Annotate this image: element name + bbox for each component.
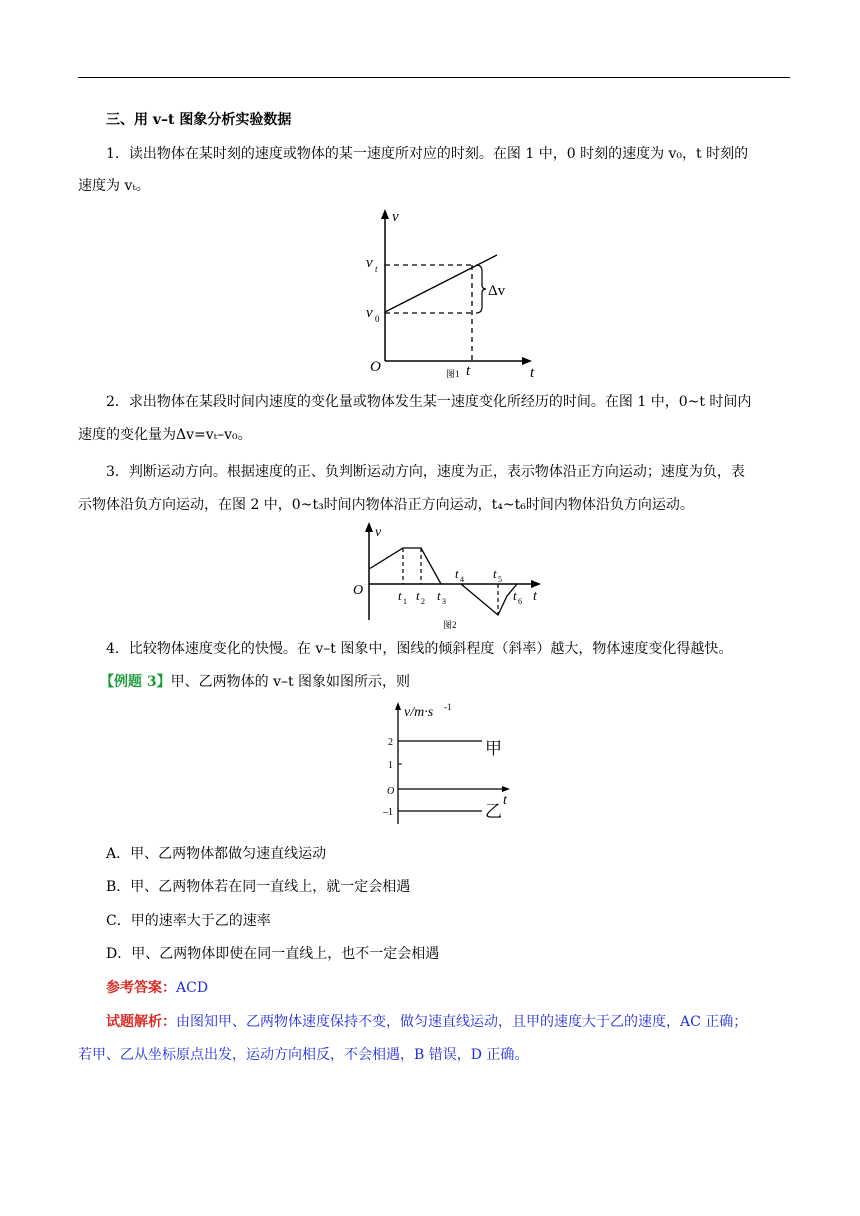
paragraph-3-line-1: 3．判断运动方向。根据速度的正、负判断运动方向，速度为正，表示物体沿正方向运动；速度为负，表: [106, 464, 745, 480]
fig2-label-t5-sub: 5: [498, 575, 502, 584]
example-text: 甲、乙两物体的 v–t 图象如图所示，则: [170, 674, 411, 690]
paragraph-4: 4．比较物体速度变化的快慢。在 v–t 图象中，图线的倾斜程度（斜率）越大，物体速度变化得越快。: [106, 641, 733, 657]
fig2-v-arrow: [365, 522, 373, 532]
answer-value: ACD: [176, 980, 209, 996]
option-c: C．甲的速率大于乙的速率: [106, 913, 271, 929]
option-d: D．甲、乙两物体即使在同一直线上，也不一定会相遇: [106, 946, 440, 962]
fig3-tick-label-2: 2: [388, 737, 393, 748]
paragraph-1-line-2: 速度为 vₜ。: [78, 178, 150, 194]
fig3-label-origin: O: [387, 786, 395, 797]
fig3-tick-label-m1: –1: [383, 807, 393, 818]
fig1-t-arrow: [522, 357, 532, 365]
fig1-label-v0-sub: 0: [375, 314, 380, 324]
fig2-label-t2-sub: 2: [421, 597, 425, 606]
fig1-label-t-tick: t: [466, 363, 471, 379]
paragraph-2-line-1: 2．求出物体在某段时间内速度的变化量或物体发生某一速度变化所经历的时间。在图 1 中，0~t 时间内: [106, 394, 752, 410]
fig2-label-t1-sub: 1: [403, 597, 407, 606]
header-rule: [78, 77, 790, 78]
analysis-line-2: 若甲、乙从坐标原点出发，运动方向相反，不会相遇，B 错误，D 正确。: [78, 1047, 529, 1063]
fig2-label-t4-sub: 4: [460, 575, 464, 584]
fig2-label-origin: O: [353, 583, 364, 598]
fig1-velocity-line: [385, 255, 497, 312]
analysis-line-1: [78, 1006, 790, 1038]
fig1-brace: [476, 265, 486, 313]
fig1-caption: 图1: [446, 369, 460, 379]
fig2-label-t6-sub: 6: [518, 597, 522, 606]
figure-3-vt-graph: [378, 700, 518, 830]
fig1-label-vt-sub: t: [375, 264, 378, 274]
fig3-tick-label-1: 1: [388, 760, 393, 771]
fig2-t-arrow: [531, 580, 541, 588]
fig3-t-arrow: [502, 786, 510, 792]
section-title: 三、用 v–t 图象分析实验数据: [106, 112, 292, 128]
paragraph-3-line-2: 示物体沿负方向运动，在图 2 中，0~t₃时间内物体沿正方向运动，t₄~t₆时间内物体沿负方向运动。: [78, 497, 694, 513]
fig3-label-jia: 甲: [485, 739, 502, 758]
fig3-label-t: t: [503, 793, 507, 808]
option-b: B．甲、乙两物体若在同一直线上，就一定会相遇: [106, 879, 411, 895]
fig2-label-t4: t: [455, 566, 459, 581]
paragraph-2-line-2: 速度的变化量为Δv=vₜ–v₀。: [78, 427, 252, 443]
fig2-label-t3-sub: 3: [442, 597, 446, 606]
fig2-caption: 图2: [443, 620, 457, 630]
analysis-label: 试题解析：: [106, 1014, 176, 1030]
fig1-label-origin: O: [370, 359, 381, 375]
analysis-text-1: 由图知甲、乙两物体速度保持不变，做匀速直线运动，且甲的速度大于乙的速度，AC 正确；: [176, 1014, 748, 1030]
fig1-label-v0: v: [366, 305, 373, 321]
answer-label: 参考答案：: [106, 980, 176, 996]
option-a: A．甲、乙两物体都做匀速直线运动: [106, 846, 327, 862]
paragraph-1-line-1: 1．读出物体在某时刻的速度或物体的某一速度所对应的时刻。在图 1 中，0 时刻的速度为 v₀，t 时刻的: [106, 146, 749, 162]
fig1-label-t: t: [530, 365, 535, 381]
fig2-label-t3: t: [437, 588, 441, 603]
fig2-negative-segment: [461, 584, 517, 615]
example-heading: [100, 666, 812, 698]
fig1-label-delta-v: Δv: [488, 283, 506, 299]
fig2-label-t1: t: [398, 588, 402, 603]
fig2-label-t5: t: [493, 566, 497, 581]
fig2-label-t2: t: [416, 588, 420, 603]
answer-line: [106, 972, 818, 1004]
fig1-v-arrow: [381, 209, 389, 219]
fig1-label-vt: v: [366, 255, 373, 271]
example-tag: 【例题 3】: [100, 674, 171, 690]
fig1-label-v: v: [392, 209, 399, 225]
figure-2-vt-graph: [345, 520, 550, 632]
fig3-ylabel: v/m·s: [404, 705, 434, 720]
fig2-label-t6: t: [513, 588, 517, 603]
fig3-v-arrow: [395, 702, 401, 710]
fig3-ylabel-sup: -1: [444, 702, 452, 712]
fig2-label-t: t: [533, 589, 537, 604]
fig2-positive-segment: [369, 548, 441, 584]
figure-1-vt-graph: [358, 205, 548, 385]
fig3-label-yi: 乙: [485, 802, 502, 821]
fig2-label-v: v: [375, 525, 382, 540]
